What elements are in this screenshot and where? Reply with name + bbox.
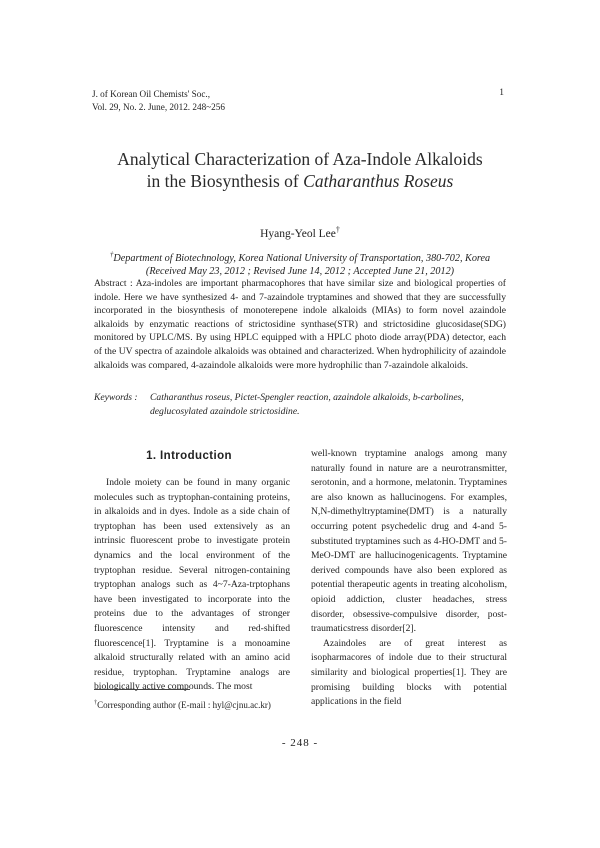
author-line xyxy=(0,225,600,240)
received-dates: (Received May 23, 2012 ; Revised June 14, 2012 ; Accepted June 21, 2012) xyxy=(145,266,455,277)
author-dagger-mark: † xyxy=(335,225,340,235)
footnote-text: Corresponding author (E-mail : hyl@cjnu.ac.kr) xyxy=(97,700,271,710)
affiliation-dagger-mark: † xyxy=(109,250,114,259)
title-species: Catharanthus Roseus xyxy=(303,171,454,191)
journal-citation xyxy=(92,88,225,113)
left-column xyxy=(94,476,290,695)
abstract-text: Abstract : Aza-indoles are important pharmacophores that have similar size and biological properties of indole. Here we have synthesized 4- and 7-azaindole tryptamines and showed that they are successfully incorporated in the biosynthesis of monoterepene indole alkaloids (MIAs) to form novel azaindole alkaloids by enzymatic reactions of strictosidine synthase(STR) and strictosidine glucosidase(SDG) monitored by UPLC/MS. By using HPLC equipped with a HPLC photo diode array(PDA) detector, each of the UV spectra of azaindole alkaloids was obtained and characterized. When hydrophilicity of azaindole alkaloids was compared, 4-azaindole alkaloids were more hydrophilic than 7-azaindole alkaloids. xyxy=(94,278,506,371)
footnote xyxy=(94,700,271,710)
title-line-2 xyxy=(0,170,600,192)
footnote-dagger-mark: † xyxy=(94,699,98,706)
title-line-2-prefix: in the Biosynthesis of xyxy=(146,171,304,191)
section-heading-introduction: 1. Introduction xyxy=(146,450,232,462)
header-page-number: 1 xyxy=(499,88,504,98)
keywords-list-1: Catharanthus roseus, Pictet-Spengler reaction, azaindole alkaloids, b-carbolines, xyxy=(150,392,464,403)
intro-paragraph-2: Azaindoles are of great interest as isopharmacores of indole due to their structural similarity and biological properties[1]. They are promising building blocks with potential applications in the field xyxy=(311,637,507,708)
keywords-label: Keywords : xyxy=(94,392,138,403)
right-column xyxy=(311,447,507,710)
author-name: Hyang-Yeol Lee xyxy=(260,228,336,240)
keywords xyxy=(94,391,506,418)
affiliation-line-1 xyxy=(0,252,600,265)
journal-volume: Vol. 29, No. 2. June, 2012. 248~256 xyxy=(92,101,225,112)
abstract xyxy=(94,277,506,372)
affiliation xyxy=(0,252,600,278)
intro-paragraph-1: Indole moiety can be found in many organic molecules such as tryptophan-containing proteins, in alkaloids and in dyes. Indole as a side chain of tryptophan has been used extensively as an intrinsic fluorescent probe to investigate protein dynamics and the local environment of the tryptophan residue. Several nitrogen-containing tryptophan analogs such as 4~7-Aza-trptophans have been investigated to incorporate into the proteins due to the advantages of stronger fluorescence intensity and red-shifted fluorescence[1]. Tryptamine is a monoamine alkaloid structurally related with an amino acid residue, tryptophan. Tryptamine analogs are biologically active compounds. The most xyxy=(94,477,290,693)
intro-paragraph-1-continued: well-known tryptamine analogs among many naturally found in nature are a neurotransmitter, serotonin, and a hormone, melatonin. Tryptamines are also known as hallucinogens. For examples, N,N-dimethyltryptamine(DMT) is a naturally occurring potent psychedelic drug and 4-and 5-substituted tryptamines such as 4-HO-DMT and 5-MeO-DMT are hallucinogenicagents. Tryptamine derived compounds have also been explored as potential therapeutic agents in treating alcoholism, opioid addiction, cluster headaches, stress disorder, obsessive-compulsive disorder, post-traumaticstress disorder[2]. xyxy=(311,448,507,635)
paper-title xyxy=(0,148,600,192)
title-line-1: Analytical Characterization of Aza-Indole Alkaloids xyxy=(117,149,483,169)
affiliation-department: Department of Biotechnology, Korea National University of Transportation, 380-702, Korea xyxy=(113,253,491,264)
keywords-line-1 xyxy=(94,391,506,405)
journal-name: J. of Korean Oil Chemists' Soc., xyxy=(92,89,211,99)
footnote-divider xyxy=(94,689,190,690)
keywords-list-2: deglucosylated azaindole strictosidine. xyxy=(150,405,300,417)
footer-page-number: - 248 - xyxy=(281,737,319,749)
